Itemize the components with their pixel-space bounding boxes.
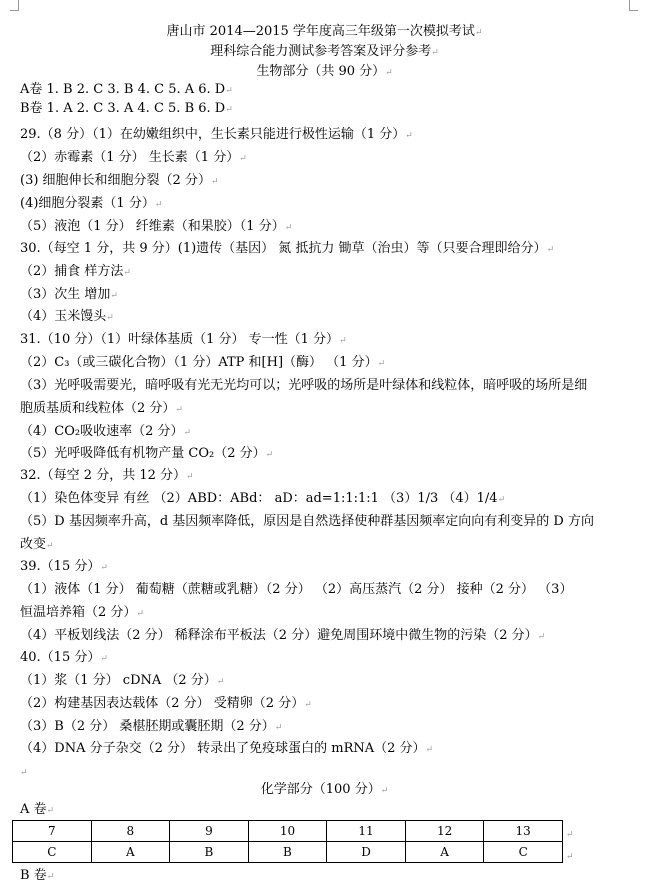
table-cell: C: [13, 842, 92, 863]
question-40-line: （1）浆（1 分） cDNA （2 分）↵: [20, 673, 225, 688]
empty-paragraph: ↵: [20, 768, 28, 778]
page-corner-mark-right: [629, 0, 638, 11]
document-subtitle: 理科综合能力测试参考答案及评分参考↵: [210, 44, 439, 59]
answer-key-a: A卷 1. B 2. C 3. B 4. C 5. A 6. D↵: [20, 82, 233, 97]
question-31-line: （2）C₃（或三碳化合物）（1 分）ATP 和[H]（酶） （1 分）↵: [20, 355, 386, 370]
return-mark: ↵: [566, 852, 574, 862]
question-30-line: （4）玉米馒头↵: [20, 309, 114, 324]
question-29-line: (3) 细胞伸长和细胞分裂（2 分）↵: [20, 173, 219, 188]
question-29-line: 29.（8 分）（1）在幼嫩组织中，生长素只能进行极性运输（1 分）↵: [20, 127, 413, 142]
question-31-line: （5）光呼吸降低有机物产量 CO₂（2 分）↵: [20, 446, 274, 461]
chemistry-b-label: B 卷↵: [20, 868, 55, 883]
table-cell: 10: [248, 821, 327, 842]
document-title: 唐山市 2014—2015 学年度高三年级第一次模拟考试↵: [166, 24, 483, 39]
question-31-line: 31.（10 分）（1）叶绿体基质（1 分） 专一性（1 分）↵: [20, 332, 347, 347]
table-cell: 13: [484, 821, 563, 842]
page-corner-mark-left: [10, 0, 19, 11]
table-cell: B: [248, 842, 327, 863]
question-32-line: 32.（每空 2 分，共 12 分）↵: [20, 468, 194, 483]
question-31-line: 胞质基质和线粒体（2 分）↵: [20, 401, 183, 416]
question-32-line: （5）D 基因频率升高，d 基因频率降低，原因是自然选择使种群基因频率定向向有利变异的 D 方向: [20, 514, 594, 529]
table-cell: B: [170, 842, 249, 863]
table-cell: 9: [170, 821, 249, 842]
chemistry-a-label: A 卷↵: [20, 802, 55, 817]
question-40-line: （4）DNA 分子杂交（2 分） 转录出了免疫球蛋白的 mRNA（2 分）↵: [20, 741, 434, 756]
biology-section-title: 生物部分（共 90 分）↵: [256, 64, 393, 79]
question-29-line: (4)细胞分裂素（1 分）↵: [20, 196, 163, 211]
question-32-line: （1）染色体变异 有丝 （2）ABD：ABd： aD：ad=1:1:1:1 （3）1/3 （4）1/4↵: [20, 491, 506, 506]
return-mark: ↵: [566, 830, 574, 840]
question-30-line: 30.（每空 1 分，共 9 分）(1)遗传（基因） 氮 抵抗力 锄草（治虫）等（只要合理即给分）↵: [20, 241, 555, 256]
table-cell: 7: [13, 821, 92, 842]
question-31-line: （3）光呼吸需要光，暗呼吸有光无光均可以；光呼吸的场所是叶绿体和线粒体，暗呼吸的场所是细: [20, 378, 588, 393]
question-40-line: （3）B（2 分） 桑椹胚期或囊胚期（2 分）↵: [20, 719, 283, 734]
question-29-line: （2）赤霉素（1 分） 生长素（1 分）↵: [20, 150, 247, 165]
question-39-line: 39.（15 分）↵: [20, 559, 108, 574]
table-cell: D: [327, 842, 406, 863]
question-32-line: 改变↵: [20, 537, 54, 552]
answer-key-b: B卷 1. A 2. C 3. A 4. C 5. B 6. D↵: [20, 101, 233, 116]
question-39-line: 恒温培养箱（2 分）↵: [20, 605, 144, 620]
question-39-line: （4）平板划线法（2 分） 稀释涂布平板法（2 分）避免周围环境中微生物的污染（2 分）↵: [20, 628, 546, 643]
chemistry-section-title: 化学部分（100 分）↵: [260, 782, 389, 797]
table-cell: A: [91, 842, 170, 863]
table-cell: A: [405, 842, 484, 863]
table-row: [13, 842, 563, 863]
table-cell: 11: [327, 821, 406, 842]
question-30-line: （3）次生 增加↵: [20, 287, 118, 302]
chemistry-answer-table: [12, 820, 563, 863]
question-30-line: （2）捕食 样方法↵: [20, 264, 131, 279]
question-31-line: （4）CO₂吸收速率（2 分）↵: [20, 424, 192, 439]
table-row: [13, 821, 563, 842]
table-cell: 8: [91, 821, 170, 842]
question-40-line: 40.（15 分）↵: [20, 650, 108, 665]
question-29-line: （5）液泡（1 分） 纤维素（和果胶）（1 分）↵: [20, 219, 293, 234]
table-cell: C: [484, 842, 563, 863]
table-cell: 12: [405, 821, 484, 842]
question-39-line: （1）液体（1 分） 葡萄糖（蔗糖或乳糖）（2 分） （2）高压蒸汽（2 分） 接种（2 分） （3）: [20, 582, 573, 597]
question-40-line: （2）构建基因表达载体（2 分） 受精卵（2 分）↵: [20, 696, 312, 711]
